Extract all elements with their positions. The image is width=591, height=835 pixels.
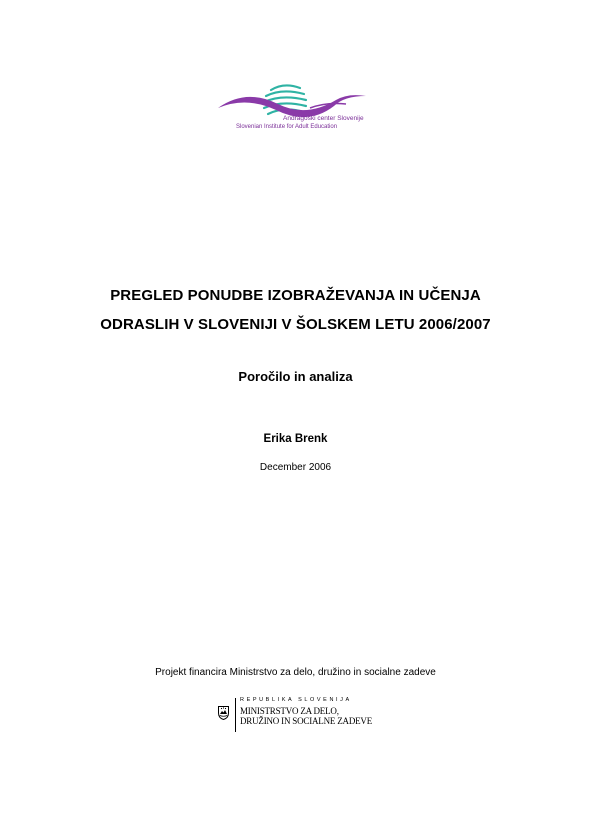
ministry-divider xyxy=(235,698,236,732)
funding-statement: Projekt financira Ministrstvo za delo, družino in socialne zadeve xyxy=(155,667,436,678)
ministry-name-line-2: DRUŽINO IN SOCIALNE ZADEVE xyxy=(240,716,373,726)
logo-name-english: Slovenian Institute for Adult Education xyxy=(236,124,338,130)
document-title-line-1: PREGLED PONUDBE IZOBRAŽEVANJA IN UČENJA xyxy=(110,287,481,304)
logo-name-slovene: Andragoški center Slovenije xyxy=(283,115,364,122)
document-date: December 2006 xyxy=(259,462,332,473)
ministry-republic-label: REPUBLIKA SLOVENIJA xyxy=(240,697,352,703)
document-author: Erika Brenk xyxy=(263,433,328,445)
ministry-name-line-1: MINISTRSTVO ZA DELO, xyxy=(240,706,339,716)
slovenia-coat-of-arms-icon xyxy=(218,706,229,720)
document-subtitle: Poročilo in analiza xyxy=(238,369,353,384)
document-title-line-2: ODRASLIH V SLOVENIJI V ŠOLSKEM LETU 2006/2007 xyxy=(100,316,491,333)
